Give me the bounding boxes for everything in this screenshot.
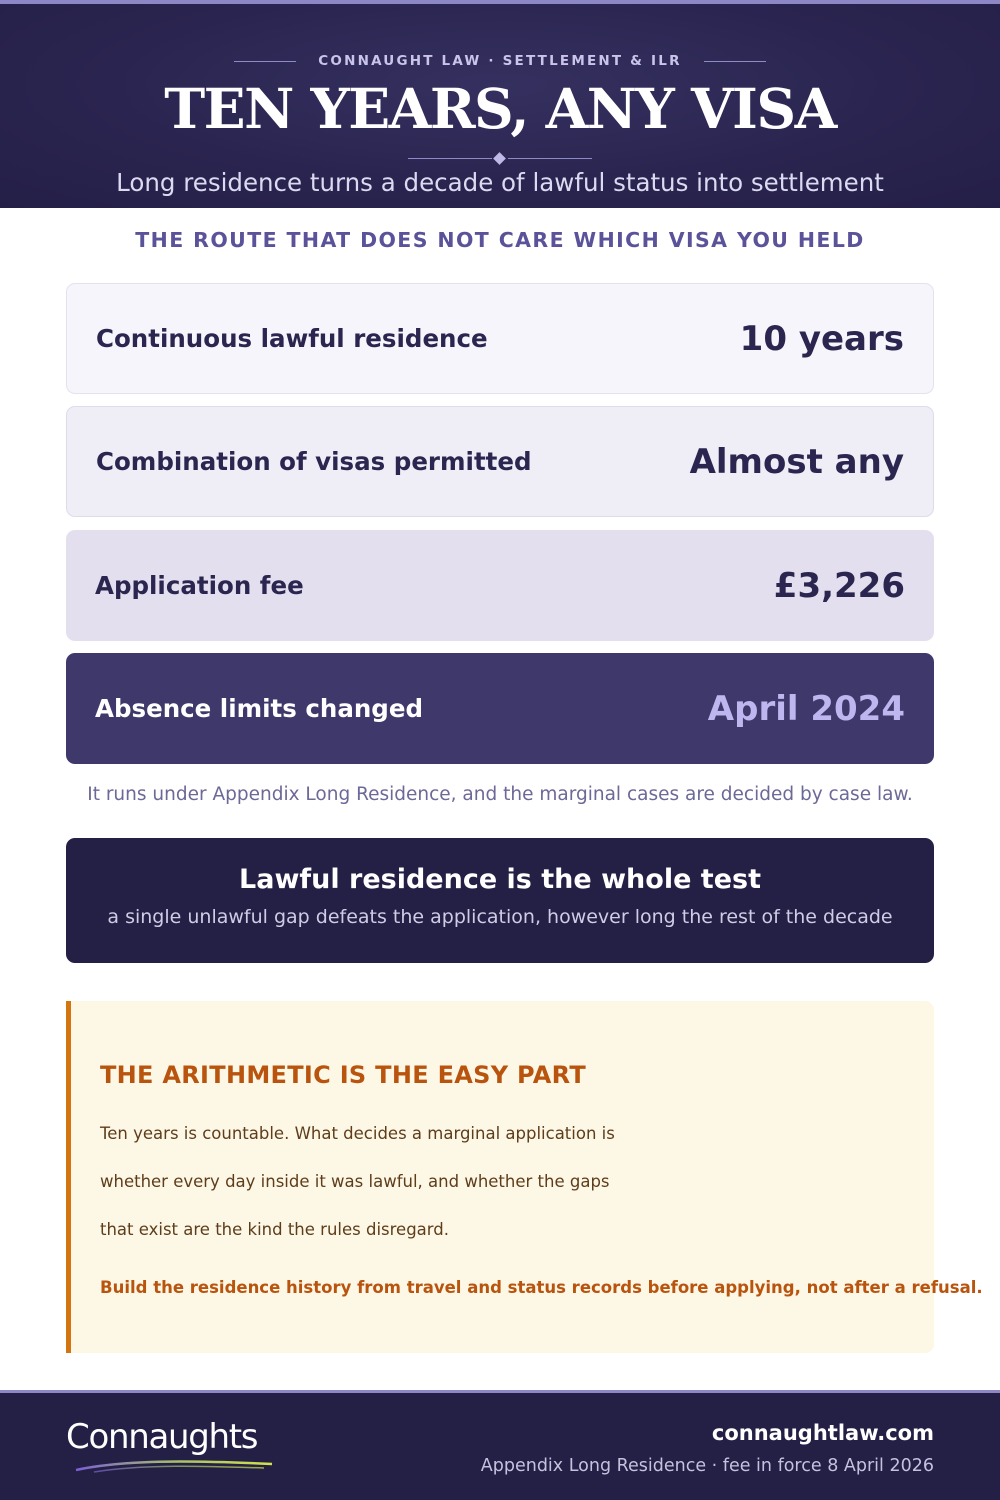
page-subtitle: Long residence turns a decade of lawful status into settlement (116, 168, 884, 197)
panel-call-to-action: Build the residence history from travel and status records before applying, not after a refusal. (100, 1278, 983, 1297)
stat-row-absence (66, 653, 934, 764)
callout-heading: Lawful residence is the whole test (239, 864, 761, 895)
stat-value: £3,226 (773, 565, 905, 606)
footer (0, 1390, 1000, 1500)
stat-label: Application fee (95, 571, 304, 600)
connaughts-logo (66, 1415, 281, 1465)
stat-row-visas (66, 406, 934, 517)
logo-swoosh-icon (74, 1458, 274, 1474)
appendix-note: It runs under Appendix Long Residence, and the marginal cases are decided by case law. (87, 784, 913, 805)
panel-line: whether every day inside it was lawful, and whether the gaps (100, 1172, 610, 1191)
stat-label: Continuous lawful residence (96, 324, 488, 353)
eyebrow-divider-left (234, 61, 296, 62)
diamond-ornament-icon (408, 153, 592, 165)
stat-row-residence (66, 283, 934, 394)
eyebrow-text: CONNAUGHT LAW · SETTLEMENT & ILR (318, 53, 682, 69)
stat-row-fee (66, 530, 934, 641)
logo-wordmark: Connaughts (66, 1417, 258, 1457)
eyebrow-row (0, 50, 1000, 72)
advice-panel (66, 1001, 983, 1353)
stat-value: 10 years (739, 318, 904, 359)
footer-note: Appendix Long Residence · fee in force 8 April 2026 (480, 1456, 934, 1476)
panel-title: THE ARITHMETIC IS THE EASY PART (100, 1061, 586, 1089)
stat-value: April 2024 (707, 688, 905, 729)
stat-label: Combination of visas permitted (96, 447, 532, 476)
header-banner (0, 0, 1000, 208)
stat-label: Absence limits changed (95, 694, 423, 723)
panel-line: Ten years is countable. What decides a marginal application is (100, 1124, 615, 1143)
website-link[interactable]: connaughtlaw.com (711, 1421, 934, 1445)
page-title: TEN YEARS, ANY VISA (164, 76, 836, 141)
stat-value: Almost any (689, 441, 904, 482)
section-heading: THE ROUTE THAT DOES NOT CARE WHICH VISA YOU HELD (135, 228, 865, 252)
panel-line: that exist are the kind the rules disregard. (100, 1220, 450, 1239)
callout-subtext: a single unlawful gap defeats the application, however long the rest of the decade (107, 906, 893, 928)
eyebrow-divider-right (704, 61, 766, 62)
key-callout (66, 838, 934, 963)
